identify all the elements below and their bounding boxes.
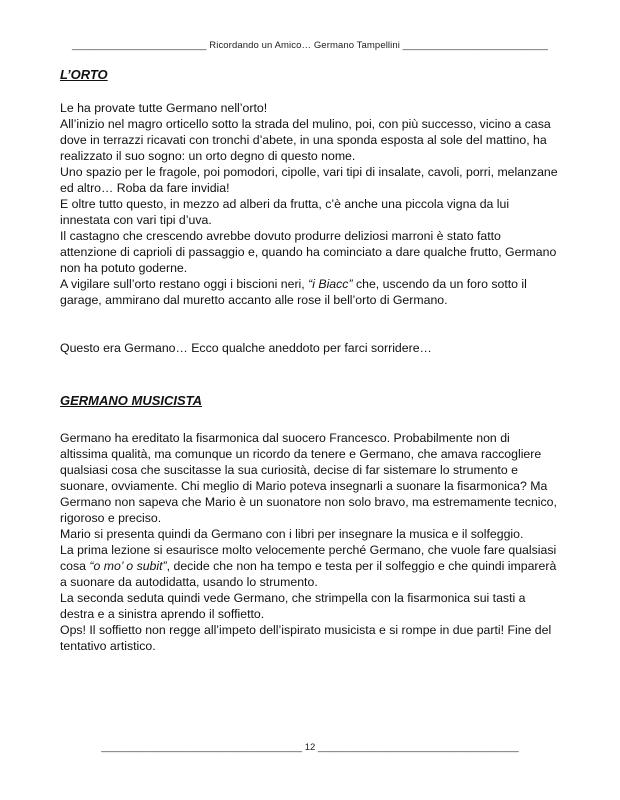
closing-line: Questo era Germano… Ecco qualche aneddoto per farci sorridere… — [60, 341, 432, 355]
text-span: , decide che non ha tempo e testa per il solfeggio e che quindi imparerà a suonare da autodidatta, usando lo strumento. — [60, 559, 557, 589]
footer-rule-left: ______________________________________ — [101, 742, 303, 753]
paragraph: Germano ha ereditato la fisarmonica dal suocero Francesco. Probabilmente non di altissima qualità, ma comunque un ricordo da tenere e Germano, che amava raccogliere qualsiasi cosa che suscitasse la sua curiosità, decise di far sistemare lo strumento e suonare, ovviamente. Chi meglio di Mario poteva insegnarli a suonare la fisarmonica? Ma Germano non sapeva che Mario è un suonatore non solo bravo, ma estremamente tecnico, rigoroso e preciso. — [60, 431, 557, 525]
section-title-musicista: GERMANO MUSICISTA — [60, 393, 203, 408]
text-span: A vigilare sull’orto restano oggi i biscioni neri, — [60, 277, 309, 291]
page-footer — [60, 742, 560, 753]
footer-rule-right: ______________________________________ — [317, 742, 519, 753]
italic-quote: “i Biacc” — [308, 277, 353, 291]
section-title-orto: L’ORTO — [60, 67, 108, 82]
italic-quote: “o mo’ o subit” — [89, 559, 167, 573]
text-span: La prima lezione si esaurisce molto velocemente perché Germano, che vuole fare qualsiasi cosa — [60, 543, 557, 573]
running-header: _________________________ Ricordando un Amico… Germano Tampellini ___________________________ — [71, 40, 549, 51]
page-content — [60, 66, 560, 654]
paragraph: E oltre tutto questo, in mezzo ad alberi da frutta, c’è anche una piccola vigna da lui innestata con vari tipi d’uva. — [60, 197, 510, 227]
paragraph: Uno spazio per le fragole, poi pomodori, cipolle, vari tipi di insalate, cavoli, porri, melanzane ed altro… Roba da fare invidia! — [60, 165, 558, 195]
paragraph: Ops! Il soffietto non regge all’impeto dell’ispirato musicista e si rompe in due parti! Fine del tentativo artistico. — [60, 623, 552, 653]
paragraph: La seconda seduta quindi vede Germano, che strimpella con la fisarmonica sui tasti a destra e a sinistra aprendo il soffietto. — [60, 591, 526, 621]
paragraph: Le ha provate tutte Germano nell’orto! — [60, 101, 268, 115]
paragraph — [60, 542, 560, 590]
paragraph: All’inizio nel magro orticello sotto la strada del mulino, poi, con più successo, vicino a casa dove in terrazzi ricavati con tronchi d’abete, in una sponda esposta al sole del mattino, ha realizzato il suo sogno: un orto degno di questo nome. — [60, 117, 551, 163]
paragraph: Mario si presenta quindi da Germano con i libri per insegnare la musica e il solfeggio. — [60, 527, 524, 541]
paragraph: Il castagno che crescendo avrebbe dovuto produrre deliziosi marroni è stato fatto attenzione di caprioli di passaggio e, quando ha cominciato a dare qualche frutto, Germano non ha potuto goderne. — [60, 229, 557, 275]
text-span: che, uscendo da un foro sotto il garage, ammirano dal muretto accanto alle rose il bell’orto di Germano. — [60, 277, 527, 307]
page-number: 12 — [304, 742, 316, 753]
paragraph — [60, 276, 560, 308]
